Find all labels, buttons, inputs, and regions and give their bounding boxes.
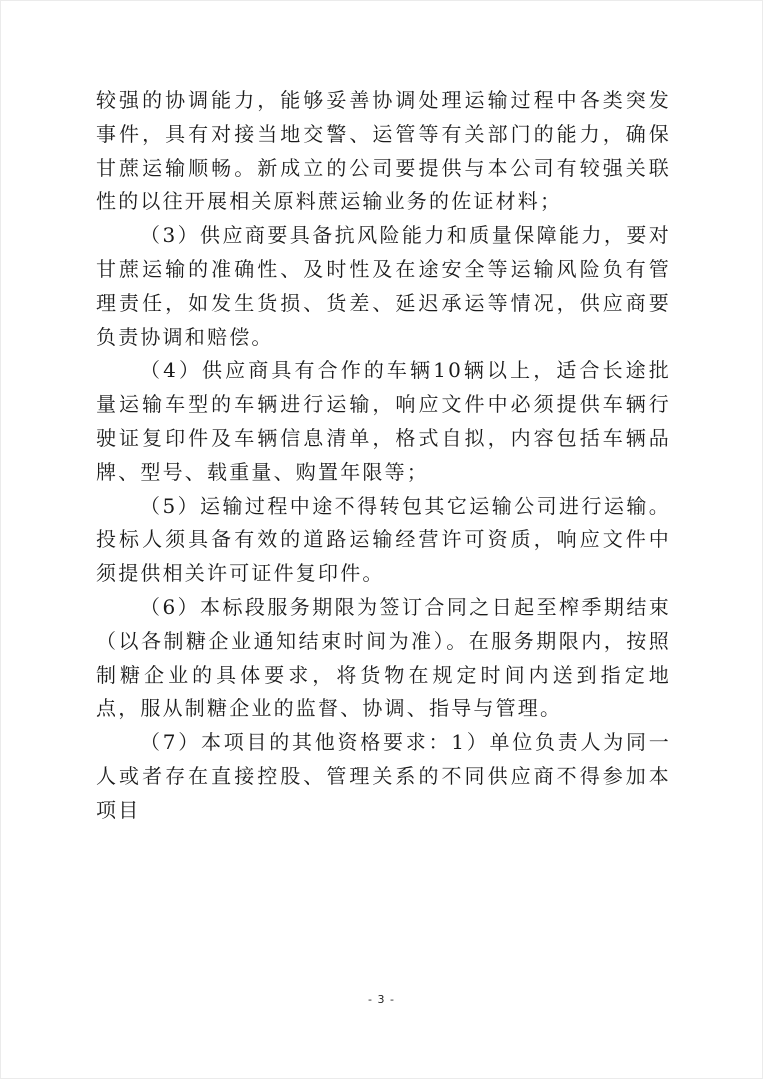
paragraph-item-7: （7）本项目的其他资格要求：1）单位负责人为同一人或者存在直接控股、管理关系的不同供应商不得参加本项目 [96, 730, 671, 822]
document-body [96, 84, 671, 828]
paragraph-item-3: （3）供应商要具备抗风险能力和质量保障能力，要对甘蔗运输的准确性、及时性及在途安全等运输风险负有管理责任，如发生货损、货差、延迟承运等情况，供应商要负责协调和赔偿。 [96, 223, 671, 349]
paragraph-item-5: （5）运输过程中途不得转包其它运输公司进行运输。投标人须具备有效的道路运输经营许可资质，响应文件中须提供相关许可证件复印件。 [96, 493, 671, 586]
page-number: - 3 - [368, 993, 395, 1006]
paragraph-continuation: 较强的协调能力，能够妥善协调处理运输过程中各类突发事件，具有对接当地交警、运管等有关部门的能力，确保甘蔗运输顺畅。新成立的公司要提供与本公司有较强关联性的以往开展相关原料蔗运输业务的佐证材料； [96, 88, 671, 214]
paragraph-item-4: （4）供应商具有合作的车辆10辆以上，适合长途批量运输车型的车辆进行运输，响应文件中必须提供车辆行驶证复印件及车辆信息清单，格式自拟，内容包括车辆品牌、型号、载重量、购置年限等； [96, 358, 671, 484]
paragraph-item-6: （6）本标段服务期限为签订合同之日起至榨季期结束（以各制糖企业通知结束时间为准）。在服务期限内，按照制糖企业的具体要求，将货物在规定时间内送到指定地点，服从制糖企业的监督、协调、指导与管理。 [96, 594, 671, 721]
